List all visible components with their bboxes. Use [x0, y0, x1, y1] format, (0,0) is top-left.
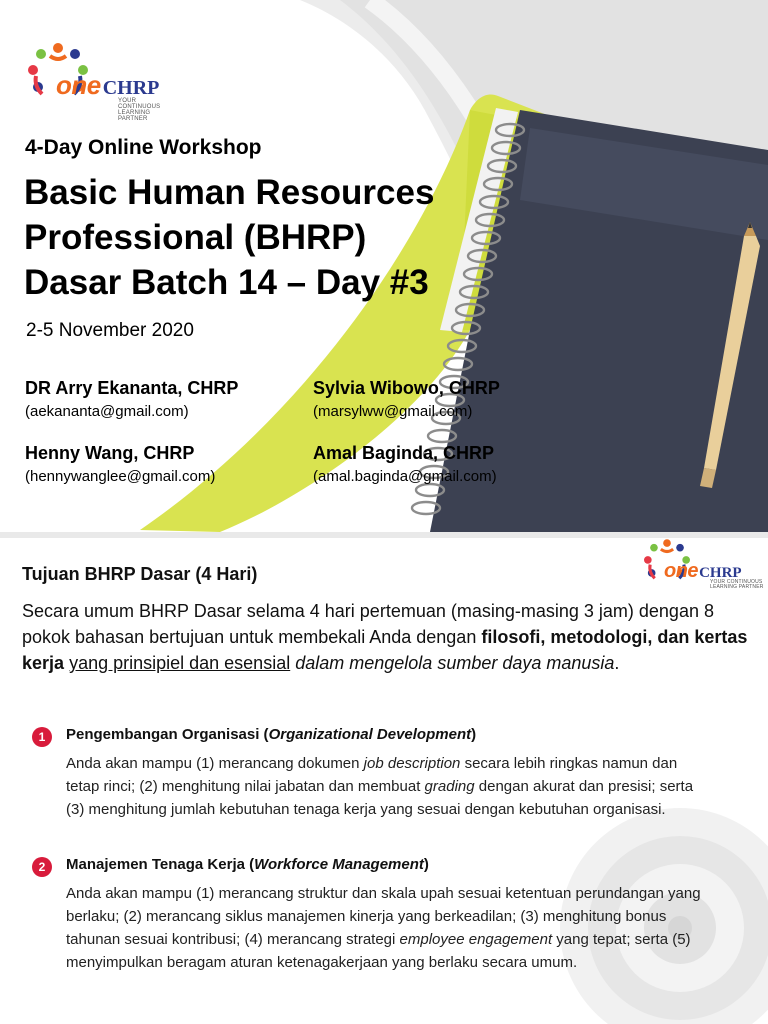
onechrp-logo — [28, 42, 178, 122]
logo-tagline-1: YOUR CONTINUOUS — [118, 98, 161, 110]
logo-tagline-2: LEARNING PARTNER — [710, 584, 764, 590]
speaker-name: DR Arry Ekananta, CHRP — [25, 378, 239, 398]
logo-one-text: one — [56, 70, 101, 100]
intro-underline: yang prinsipiel dan esensial — [69, 653, 291, 673]
speaker-name: Amal Baginda, CHRP — [313, 443, 495, 463]
onechrp-logo — [644, 538, 764, 594]
intro-italic: dalam mengelola sumber daya manusia — [295, 653, 615, 673]
workshop-subtitle: 4-Day Online Workshop — [25, 136, 262, 159]
logo-chrp-text: CHRP — [699, 565, 742, 581]
objectives-intro: Secara umum BHRP Dasar selama 4 hari pertemuan (masing-masing 3 jam) dengan 8 pokok bahasan bertujuan untuk membekali Anda dengan filosofi, metodologi, dan kertas kerja yang prinsipiel dan esensial dalam mengelola sumber daya manusia. — [22, 601, 748, 673]
number-badge: 1 — [32, 727, 52, 747]
title-line: Basic Human Resources — [24, 173, 435, 212]
speaker-name: Sylvia Wibowo, CHRP — [313, 378, 500, 398]
speaker-email: (hennywanglee@gmail.com) — [25, 468, 216, 485]
speaker-email: (amal.baginda@gmail.com) — [313, 468, 497, 485]
speaker-name: Henny Wang, CHRP — [25, 443, 195, 463]
objective-body: Anda akan mampu (1) merancang struktur dan skala upah sesuai ketentuan perundangan yang berlaku; (2) merancang siklus manajemen kinerja yang berkeadilan; (3) menghitung bonus tahunan sesuai kontribusi; (4) merancang strategi employee engagement yang tepat; serta (5) menyimpulkan beragam aturan ketenagakerjaan yang berlaku secara umum. — [66, 885, 701, 971]
objective-title: Pengembangan Organisasi (Organizational Development) — [66, 726, 477, 743]
speaker-email: (marsylww@gmail.com) — [313, 403, 473, 420]
logo-chrp-text: CHRP — [102, 77, 160, 99]
speaker-block — [313, 378, 500, 420]
speaker-block — [25, 443, 215, 485]
speaker-block — [25, 378, 238, 420]
objectives-heading: Tujuan BHRP Dasar (4 Hari) — [22, 564, 258, 584]
intro-bold: filosofi, metodologi, dan kertas kerja — [22, 627, 748, 673]
number-badge: 2 — [32, 857, 52, 877]
logo-tagline-1: YOUR CONTINUOUS — [710, 579, 763, 585]
objective-title: Manajemen Tenaga Kerja (Workforce Management) — [66, 856, 429, 873]
workshop-dates: 2-5 November 2020 — [26, 320, 194, 341]
objective-body: Anda akan mampu (1) merancang dokumen job description secara lebih ringkas namun dan tetap rinci; (2) menghitung nilai jabatan dan membuat grading dengan akurat dan presisi; serta (3) menghitung jumlah kebutuhan tenaga kerja yang sesuai dengan kebutuhan organisasi. — [66, 755, 694, 818]
workshop-title — [24, 170, 544, 305]
speaker-block — [313, 443, 497, 485]
logo-one-text: one — [664, 560, 699, 582]
objectives-slide — [0, 538, 768, 1024]
title-line: Professional (BHRP) — [24, 218, 367, 257]
speaker-email: (aekananta@gmail.com) — [25, 403, 189, 420]
title-line: Dasar Batch 14 – Day #3 — [24, 263, 429, 302]
logo-tagline-2: LEARNING PARTNER — [118, 110, 151, 122]
